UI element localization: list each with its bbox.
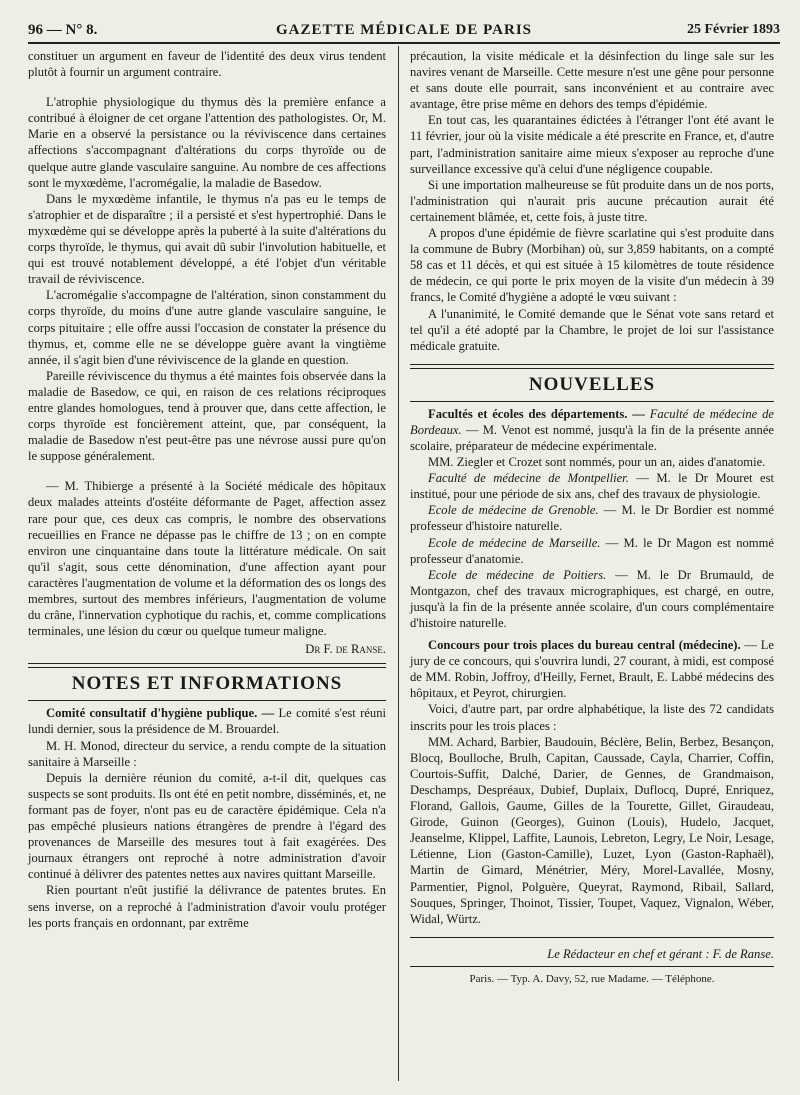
paragraph: précaution, la visite médicale et la désinfection du linge sale sur les navires venant de Marseille. Cette mesure n'est une gêne pour personne et sans doute elle pourrait, sans inconvénient et au contraire avec avantage, être prise même en dehors des temps d'épidémie. [410,49,774,112]
paragraph: Voici, d'autre part, par ordre alphabétique, la liste des 72 candidats inscrits pour les trois places : [410,702,774,733]
paragraph: A propos d'une épidémie de fièvre scarlatine qui s'est produite dans la commune de Bubry (Morbihan) où, sur 3,859 habitants, on a compté 58 cas et 11 décès, et qui est située à 15 kilomètres de toute résidence de médecin, ce qui porte le prix moyen de la visite d'un médecin à 39 francs, le Comité d'hygiène a adopté le vœu suivant : [410,226,774,305]
paragraph-concours [410,637,774,701]
paragraph: constituer un argument en faveur de l'identité des deux virus tendent plutôt à fournir un argument contraire. [28,49,386,80]
paragraph: L'atrophie physiologique du thymus dès la première enfance a contribué à éloigner de cet organe l'attention des pathologistes. Or, M. Marie en a observé la persistance ou la réviviscence dans certaines affections s'accompagnant d'altérations du corps thyroïde ou de quelque autre glande vasculaire sanguine. Au nombre de ces affections sont le myxœdème, l'acromégalie, la maladie de Basedow. [28,95,386,190]
paragraph: Pareille réviviscence du thymus a été maintes fois observée dans la maladie de Basedow, ce qui, en raison de ces relations réciproques entre glandes homologues, tend à prouver que, dans cette affection, le corps thyroïde est foncièrement atteint, que, par conséquent, la maladie de Basedow n'est peut-être pas une névrose aussi pure qu'on le suppose généralement. [28,368,386,464]
section-rule [28,663,386,668]
concours-lead: Concours pour trois places du bureau central (médecine). [428,638,741,653]
comite-lead: Comité consultatif d'hygiène publique. — [46,706,275,721]
editor-line: Le Rédacteur en chef et gérant : F. de Ranse. [547,946,774,961]
paragraph-grenoble [410,502,774,534]
paragraph: L'acromégalie s'accompagne de l'altération, sinon constamment du corps thyroïde, du moins d'une autre glande vasculaire sanguine, le corps pituitaire ; elle offre aussi l'occasion de constater la présence du thymus, et, comme elle ne se développe guère avant la vingtième année, il s'agit bien d'une réviviscence de la glande en question. [28,288,386,367]
section-underline [28,700,386,701]
section-rule [410,364,774,369]
poitiers-text: — M. le Dr Brumauld, de Montgazon, chef des travaux micrographiques, est chargé, en outre, jusqu'à la fin de la présente année scolaire, d'un cours complémentaire d'histoire naturelle. [410,567,774,630]
school-name: Ecole de médecine de Poitiers. [428,567,607,582]
footer-rule [410,966,774,967]
paragraph: M. H. Monod, directeur du service, a rendu compte de la situation sanitaire à Marseille : [28,738,386,769]
page-number: 96 — N° 8. [28,22,98,38]
paragraph: Si une importation malheureuse se fût produite dans un de nos ports, l'administration qui n'aurait pris aucune précaution aurait été certainement blâmée, et, cette fois, à juste titre. [410,177,774,224]
issue-date: 25 Février 1893 [686,22,780,37]
faculty-name: Faculté de médecine de Bordeaux. [410,406,774,437]
comite-text: Le comité s'est réuni lundi dernier, sous la présidence de M. Brouardel. [28,706,386,737]
paragraph: Dans le myxœdème infantile, le thymus n'a pas eu le temps de s'atrophier et de disparaître ; il a persisté et s'est hypertrophié. Dans le myxœdème qui se développe après la puberté à la suite d'altérations du corps thyroïde, le thymus, qui avait dû subir l'involution habituelle, et qui est trouvé notablement développé, a été l'objet d'un véritable travail de réviviscence. [28,191,386,287]
paragraph: MM. Ziegler et Crozet sont nommés, pour un an, aides d'anatomie. [428,455,766,470]
montpellier-text: — M. le Dr Mouret est institué, pour une période de six ans, chef des travaux de physiologie. [410,471,774,502]
column-divider [398,46,399,1081]
journal-title: GAZETTE MÉDICALE DE PARIS [275,22,532,38]
footer-rule [410,937,774,938]
page-header [28,20,780,44]
article-signature: Dr F. de Ranse. [305,642,386,657]
paragraph: Depuis la dernière réunion du comité, a-t-il dit, quelques cas suspects se sont produits. Ils ont été en petit nombre, disséminés, et, ne formant pas de foyer, n'ont pas eu de caractère épidémique. Cela n'a pas empêché plusieurs nations étrangères de prendre à l'égard des provenances de Marseille des mesures tout à fait exagérées. Des journaux étrangers ont reproché à notre administration d'avoir continué à délivrer des patentes nettes aux navires quittant Marseille. [28,770,386,882]
paragraph-poitiers [410,567,774,631]
paragraph-facultes [410,406,774,454]
paragraph-comite [28,705,386,737]
left-column [28,48,386,931]
paragraph: A l'unanimité, le Comité demande que le Sénat vote sans retard et tel qu'il a été adopté par la Chambre, le projet de loi sur l'assistance médicale gratuite. [410,306,774,353]
concours-text: — Le jury de ce concours, qui s'ouvrira lundi, 27 courant, à midi, est composé de MM. Robin, Joffroy, d'Heilly, Fernet, Brault, E. Labbé médecins des hôpitaux, et Peyrot, chirurgien. [410,638,774,701]
paragraph: En tout cas, les quarantaines édictées à l'étranger l'ont été avant le 11 février, jour où la visite médicale a été prescrite en France, et, d'autre part, l'administration sanitaire aime mieux s'exposer au reproche d'une surveillance excessive qu'à celui d'une négligence coupable. [410,113,774,176]
section-underline [410,401,774,402]
school-name: Ecole de médecine de Grenoble. [428,503,599,518]
marseille-text: — M. le Dr Magon est nommé professeur d'anatomie. [410,535,774,566]
facultes-lead: Facultés et écoles des départements. — [428,406,645,421]
school-name: Ecole de médecine de Marseille. [428,535,601,550]
grenoble-text: — M. le Dr Bordier est nommé professeur d'histoire naturelle. [410,503,775,534]
printer-line: Paris. — Typ. A. Davy, 52, rue Madame. — Téléphone. [469,972,715,985]
paragraph-montpellier [410,470,774,502]
section-title-notes: NOTES ET INFORMATIONS [71,673,343,695]
faculty-name: Faculté de médecine de Montpellier. [428,471,629,486]
paragraph-marseille [410,535,774,567]
section-title-nouvelles: NOUVELLES [528,373,656,395]
facultes-text: — M. Venot est nommé, jusqu'à la fin de la présente année scolaire, préparateur de médecine expérimentale. [410,422,774,453]
right-column [410,48,774,987]
candidates-list: MM. Achard, Barbier, Baudouin, Béclère, Belin, Berbez, Besançon, Blocq, Boulloche, Brulh, Capitan, Caussade, Cayla, Charrier, Coffin, Courtois-Suffit, Dalché, Darier, de Gennes, de Grandmaison, Deschamps, Despréaux, Dubief, Duplaix, Duflocq, Dupré, Enriquez, Florand, Gallois, Gaume, Gilles de la Tourette, Gillet, Giraudeau, Girode, Guinon (Georges), Guinon (Louis), Hudelo, Jacquet, Jeanselme, Klippel, Laffite, Launois, Lebreton, Legry, Le Noir, Lesage, Létienne, Lion (Gaston-Camille), Luzet, Lyon (Gaston-Raphaël), Martin de Gimard, Ménétrier, Méry, Morel-Lavallée, Mosny, Parmentier, Pignol, Polguère, Queyrat, Raymond, Ribail, Sallard, Souques, Springer, Thoinot, Tissier, Toupet, Vaquez, Vignalon, Wéber, Widal, Würtz. [410,734,774,926]
paragraph: Rien pourtant n'eût justifié la délivrance de patentes brutes. En sens inverse, on a reproché à l'administration d'avoir voulu protéger les ports français en ordonnant, par extrême [28,883,386,930]
paragraph: — M. Thibierge a présenté à la Société médicale des hôpitaux deux malades atteints d'ostéite déformante de Paget, affection assez rare pour que, ces deux cas compris, le nombre des observations recueillies en France ne dépasse pas le chiffre de 13 ; on en compte environ une cinquantaine dans toute la littérature médicale. On sait qu'il s'agit, sous cette dénomination, d'une affection ayant pour caractères l'augmentation de volume et la déformation des os longs des membres, surtout des membres inférieurs, l'augmentation de volume du crâne, l'innervation cyphotique du rachis, et, comme complications terminales, une lésion du cœur ou quelque tumeur maligne. [28,479,386,639]
